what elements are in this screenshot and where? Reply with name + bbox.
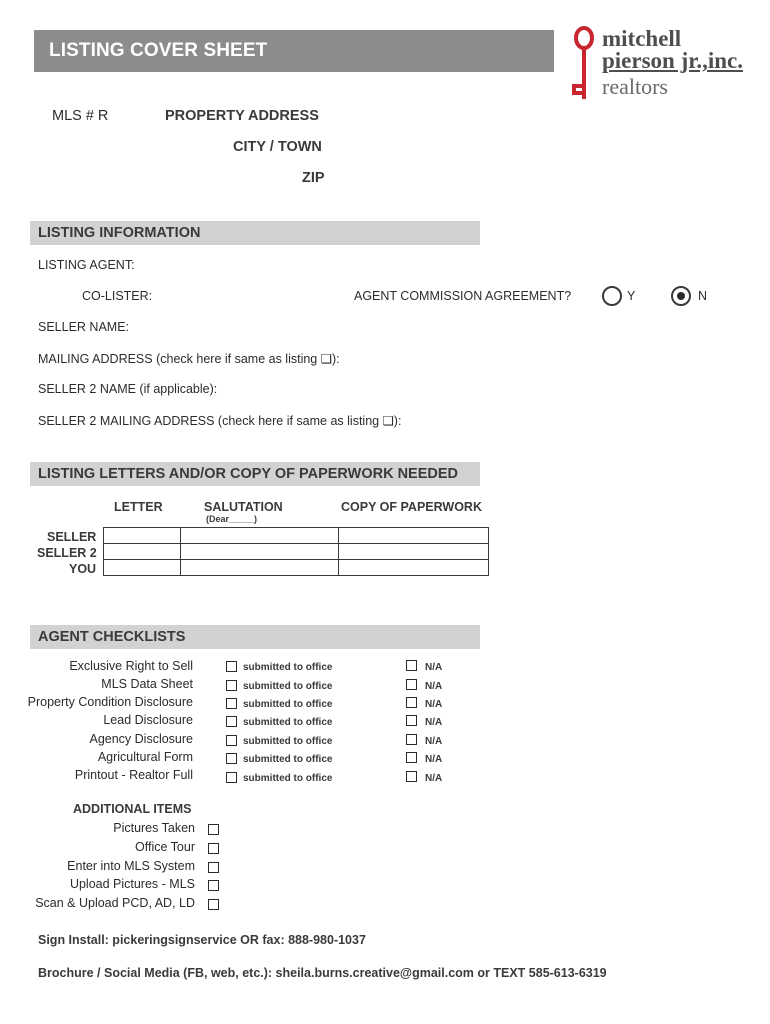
additional-item-checkbox[interactable] xyxy=(208,880,219,891)
submitted-checkbox[interactable] xyxy=(226,772,237,783)
submitted-label: submitted to office xyxy=(243,717,333,728)
na-checkbox[interactable] xyxy=(406,697,417,708)
checklist-item-label: Agency Disclosure xyxy=(89,732,193,746)
letters-table xyxy=(103,527,489,576)
additional-items-list xyxy=(0,821,260,916)
na-label: N/A xyxy=(425,736,443,747)
agent-checklists-heading xyxy=(30,625,480,649)
agent-commission-agreement-label: AGENT COMMISSION AGREEMENT? xyxy=(354,289,572,303)
submitted-label: submitted to office xyxy=(243,754,333,765)
checklist-item-label: Exclusive Right to Sell xyxy=(69,659,193,673)
submitted-checkbox[interactable] xyxy=(226,716,237,727)
na-label: N/A xyxy=(425,681,443,692)
row-label-you: YOU xyxy=(69,562,97,576)
company-logo xyxy=(568,24,752,104)
section-heading: AGENT CHECKLISTS xyxy=(38,629,186,645)
additional-items-heading: ADDITIONAL ITEMS xyxy=(73,802,192,816)
additional-item-checkbox[interactable] xyxy=(208,843,219,854)
submitted-label: submitted to office xyxy=(243,773,333,784)
listing-information-heading xyxy=(30,221,480,245)
logo-line-2: pierson jr.,inc. xyxy=(602,48,743,73)
list-item xyxy=(0,895,260,913)
additional-item-label: Enter into MLS System xyxy=(67,859,195,873)
salutation-cell[interactable] xyxy=(181,544,339,560)
na-label: N/A xyxy=(425,754,443,765)
copy-of-paperwork-column-header: COPY OF PAPERWORK xyxy=(341,500,482,514)
table-row xyxy=(104,544,489,560)
logo-line-3: realtors xyxy=(602,74,668,99)
submitted-checkbox[interactable] xyxy=(226,680,237,691)
property-address-label: PROPERTY ADDRESS xyxy=(165,108,319,124)
city-town-label: CITY / TOWN xyxy=(233,139,322,155)
table-row xyxy=(104,560,489,576)
submitted-checkbox[interactable] xyxy=(226,661,237,672)
submitted-label: submitted to office xyxy=(243,736,333,747)
copy-cell[interactable] xyxy=(339,528,489,544)
checklist-item-label: MLS Data Sheet xyxy=(101,677,193,691)
list-item xyxy=(0,659,770,677)
agreement-no-radio[interactable] xyxy=(671,286,691,306)
brochure-note: Brochure / Social Media (FB, web, etc.): sheila.burns.creative@gmail.com or TEXT 585-613-6319 xyxy=(38,966,607,980)
submitted-checkbox[interactable] xyxy=(226,698,237,709)
seller-2-name-label: SELLER 2 NAME (if applicable): xyxy=(38,382,218,396)
na-label: N/A xyxy=(425,699,443,710)
list-item xyxy=(0,876,260,894)
listing-agent-label: LISTING AGENT: xyxy=(38,258,135,272)
mls-label: MLS # R xyxy=(52,108,109,124)
checklist-item-label: Property Condition Disclosure xyxy=(27,695,193,709)
list-item xyxy=(0,677,770,695)
seller-2-mailing-address-label: SELLER 2 MAILING ADDRESS (check here if same as listing ❑): xyxy=(38,414,402,428)
row-label-seller-2: SELLER 2 xyxy=(37,546,97,560)
checklist-item-label: Agricultural Form xyxy=(97,750,193,764)
agreement-yes-radio[interactable] xyxy=(602,286,622,306)
letter-cell[interactable] xyxy=(104,528,181,544)
co-lister-label: CO-LISTER: xyxy=(82,289,153,303)
listing-letters-heading xyxy=(30,462,480,486)
list-item xyxy=(0,695,770,713)
page-title: LISTING COVER SHEET xyxy=(49,40,268,61)
letter-cell[interactable] xyxy=(104,544,181,560)
mailing-address-label: MAILING ADDRESS (check here if same as listing ❑): xyxy=(38,352,340,366)
agreement-yes-label: Y xyxy=(627,289,636,303)
checklist xyxy=(0,659,770,789)
additional-item-label: Office Tour xyxy=(135,840,195,854)
salutation-cell[interactable] xyxy=(181,528,339,544)
submitted-checkbox[interactable] xyxy=(226,735,237,746)
list-item xyxy=(0,839,260,857)
na-label: N/A xyxy=(425,717,443,728)
na-checkbox[interactable] xyxy=(406,660,417,671)
list-item xyxy=(0,768,770,786)
submitted-label: submitted to office xyxy=(243,681,333,692)
additional-item-label: Scan & Upload PCD, AD, LD xyxy=(35,896,195,910)
checklist-item-label: Printout - Realtor Full xyxy=(74,768,193,782)
submitted-label: submitted to office xyxy=(243,699,333,710)
na-checkbox[interactable] xyxy=(406,679,417,690)
additional-item-label: Pictures Taken xyxy=(113,821,195,835)
additional-item-checkbox[interactable] xyxy=(208,862,219,873)
letter-column-header: LETTER xyxy=(114,500,163,514)
na-checkbox[interactable] xyxy=(406,752,417,763)
copy-cell[interactable] xyxy=(339,544,489,560)
section-heading: LISTING LETTERS AND/OR COPY OF PAPERWORK NEEDED xyxy=(38,466,458,482)
salutation-cell[interactable] xyxy=(181,560,339,576)
salutation-hint: (Dear_____) xyxy=(206,514,258,524)
section-heading: LISTING INFORMATION xyxy=(38,225,201,241)
key-icon xyxy=(568,26,600,102)
submitted-checkbox[interactable] xyxy=(226,753,237,764)
table-row xyxy=(104,528,489,544)
zip-label: ZIP xyxy=(302,170,325,186)
seller-name-label: SELLER NAME: xyxy=(38,320,130,334)
na-checkbox[interactable] xyxy=(406,771,417,782)
checklist-item-label: Lead Disclosure xyxy=(103,713,193,727)
list-item xyxy=(0,713,770,731)
additional-item-label: Upload Pictures - MLS xyxy=(69,877,195,891)
title-bar xyxy=(34,30,554,72)
logo-line-1: mitchell xyxy=(602,26,682,51)
na-label: N/A xyxy=(425,662,443,673)
letter-cell[interactable] xyxy=(104,560,181,576)
list-item xyxy=(0,821,260,839)
additional-item-checkbox[interactable] xyxy=(208,899,219,910)
na-checkbox[interactable] xyxy=(406,715,417,726)
na-label: N/A xyxy=(425,773,443,784)
salutation-column-header: SALUTATION xyxy=(204,500,283,514)
list-item xyxy=(0,858,260,876)
copy-cell[interactable] xyxy=(339,560,489,576)
agreement-no-label: N xyxy=(698,289,708,303)
list-item xyxy=(0,732,770,750)
additional-item-checkbox[interactable] xyxy=(208,824,219,835)
sign-install-note: Sign Install: pickeringsignservice OR fax: 888-980-1037 xyxy=(38,933,366,947)
submitted-label: submitted to office xyxy=(243,662,333,673)
na-checkbox[interactable] xyxy=(406,734,417,745)
row-label-seller: SELLER xyxy=(47,530,97,544)
list-item xyxy=(0,750,770,768)
